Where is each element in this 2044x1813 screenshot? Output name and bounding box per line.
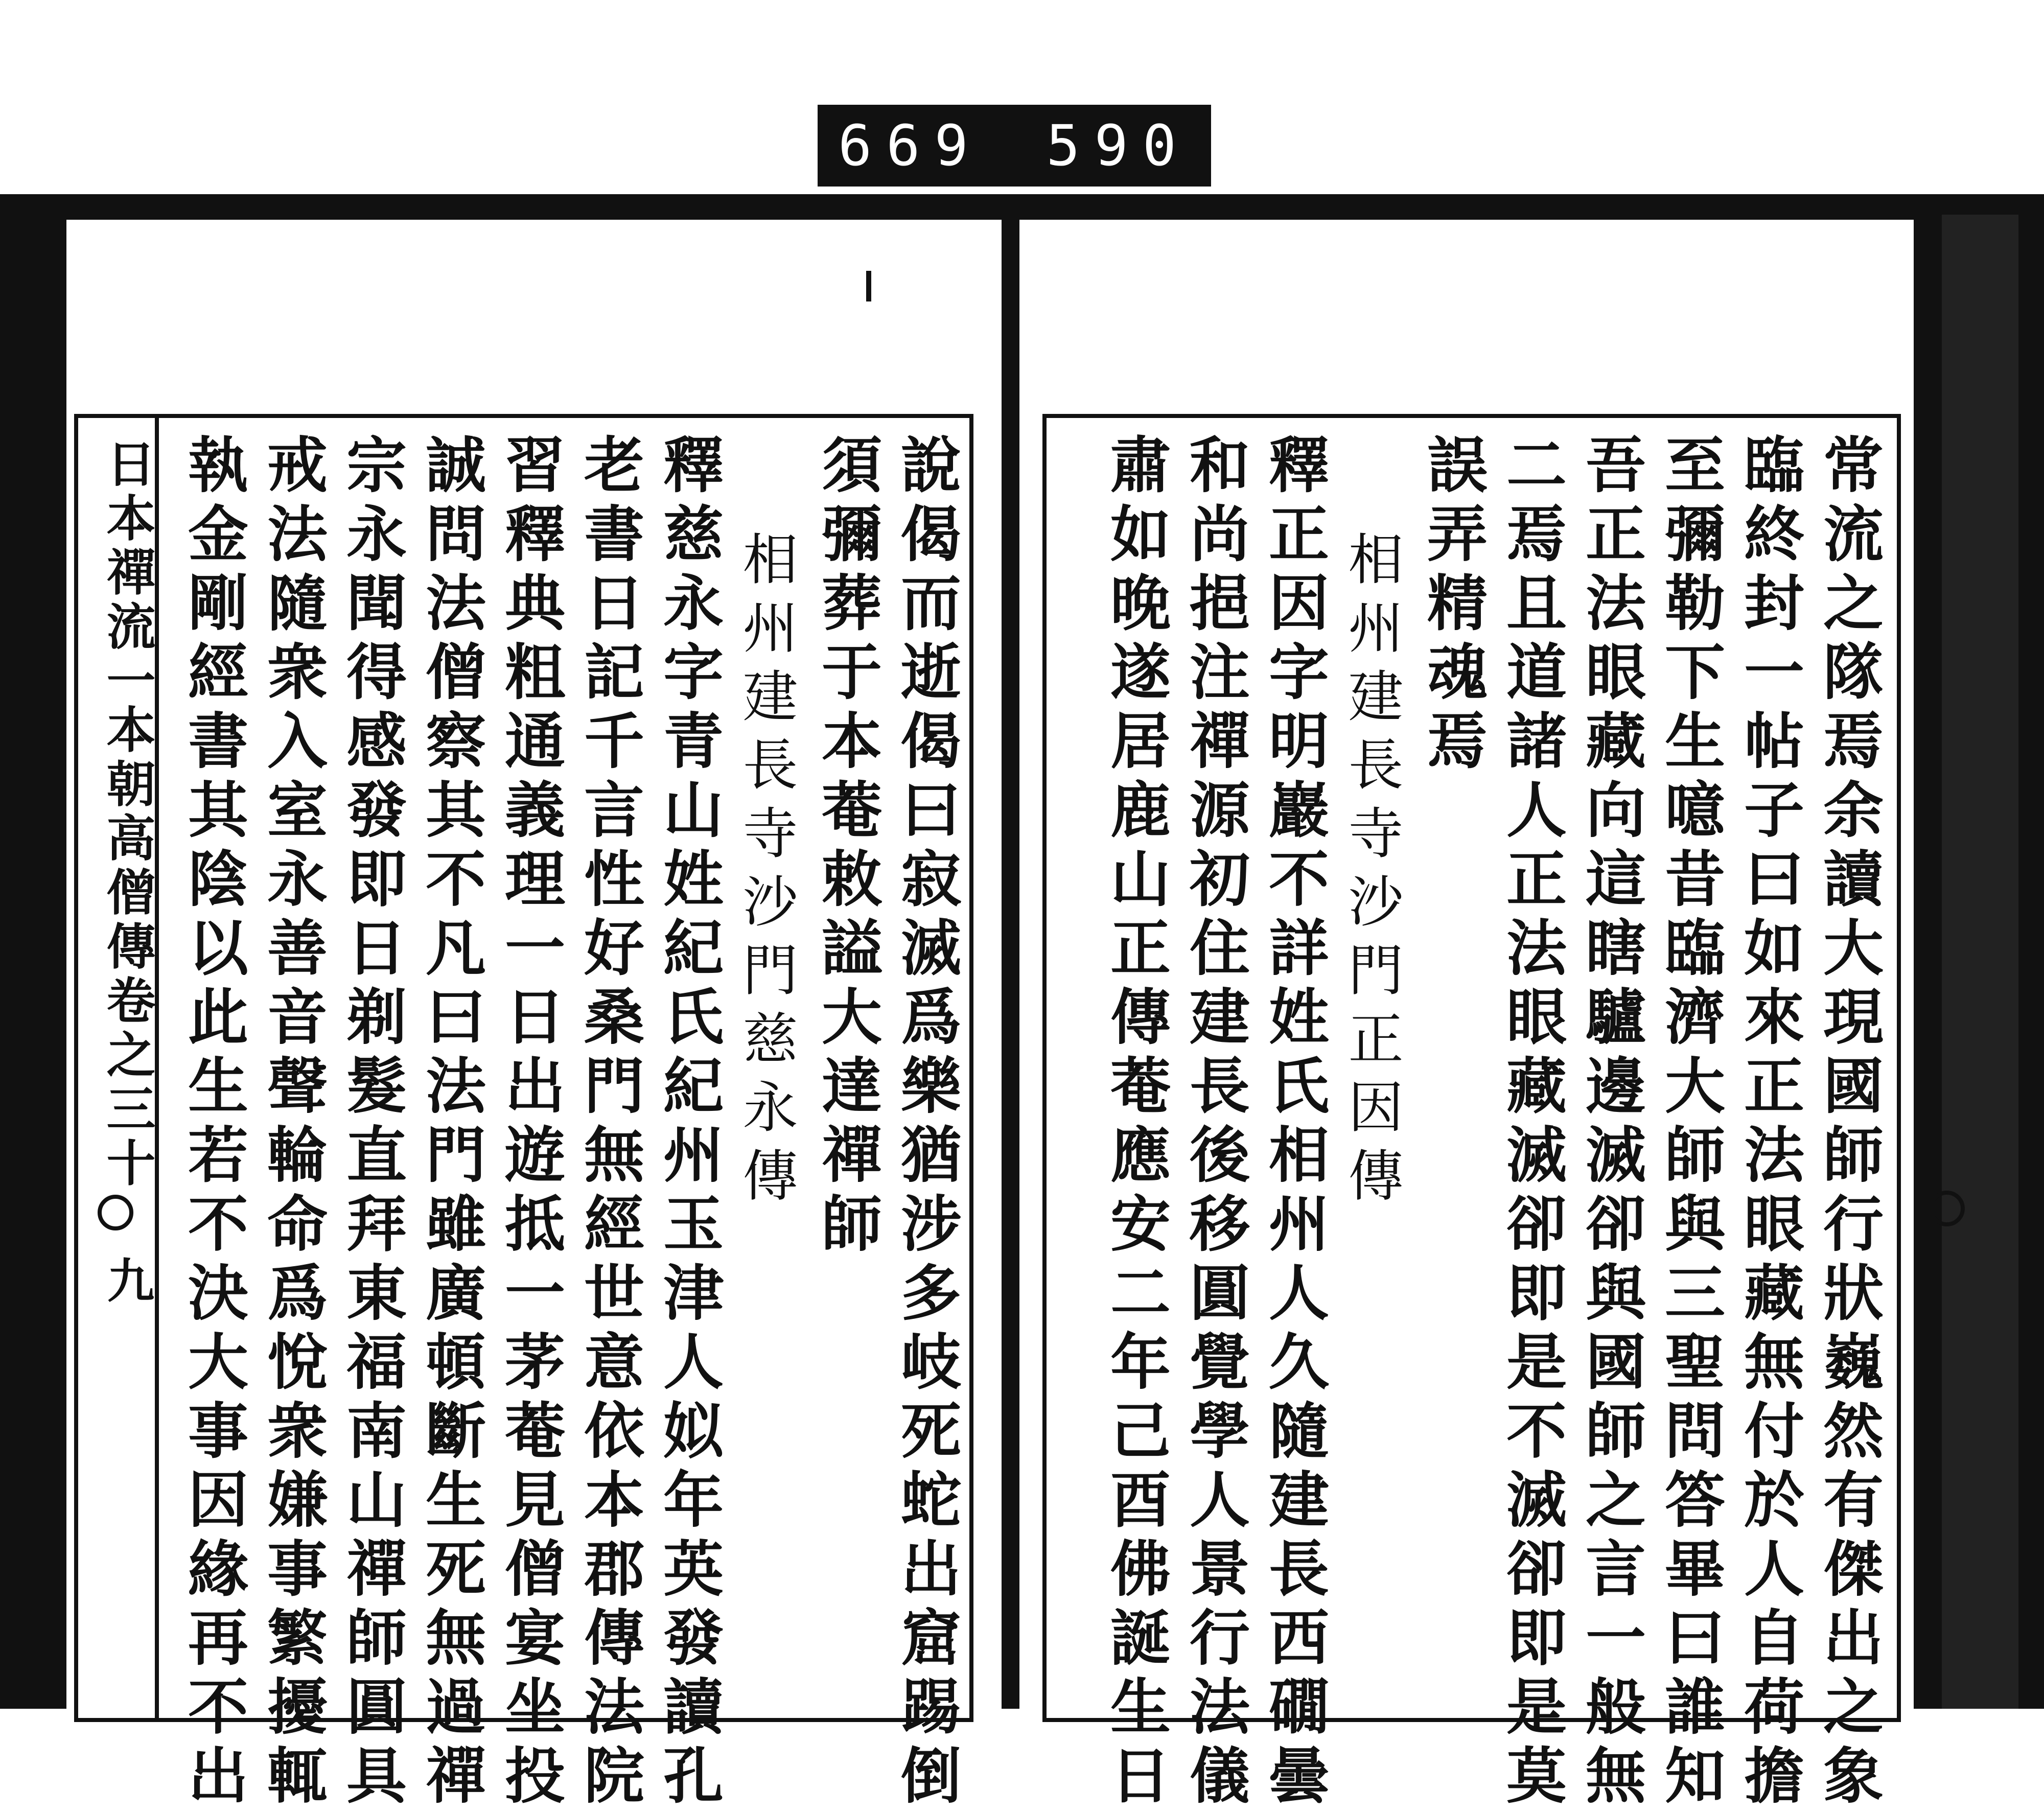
biography-heading: 相州建長寺沙門慈永傳 [733, 530, 797, 1215]
right-page-text-frame [1042, 414, 1901, 1813]
text-column: 習釋典粗通義理一日出遊抵一茅菴見僧宴坐投 [495, 433, 566, 1813]
catalog-number-label [818, 105, 1211, 187]
text-column: 二焉且道諸人正法眼藏滅卻即是不滅卻即是莫 [1496, 433, 1567, 1813]
scan-border-left [0, 215, 66, 1709]
text-column: 誤弄精魂焉 [1417, 433, 1488, 778]
text-column: 臨終封一帖子曰如來正法眼藏無付於人自荷擔 [1734, 433, 1805, 1813]
book-fore-edge [1942, 215, 2018, 1709]
text-column: 釋慈永字青山姓紀氏紀州玉津人姒年英發讀孔 [653, 433, 724, 1813]
text-column: 至彌勒下生噫昔臨濟大師與三聖問答畢曰誰知 [1655, 433, 1726, 1813]
page-number: 九 [100, 1256, 155, 1303]
text-column: 誠問法僧察其不凡曰法門雖廣頓斷生死無過禪 [415, 433, 486, 1813]
text-column: 吾正法眼藏向這瞎驢邊滅卻與國師之言一般無 [1575, 433, 1646, 1813]
text-column: 須彌葬于本菴敕謚大達禪師 [811, 433, 882, 1261]
fishtail-mark [1929, 1191, 1965, 1226]
catalog-number-left: 669 [838, 113, 983, 178]
catalog-number-right: 590 [1046, 113, 1191, 178]
text-column: 常流之隊焉余讀大現國師行狀巍然有傑出之象 [1813, 433, 1884, 1813]
text-column: 和尚挹注禪源初住建長後移圓覺學人景行法儀 [1179, 433, 1250, 1813]
ink-mark [866, 271, 871, 301]
text-column: 戒法隨衆入室永善音聲輪命爲悅衆嫌事繁擾輒 [257, 433, 328, 1813]
margin-subtitle: 本朝高僧傳卷之三十 [99, 704, 156, 1192]
fishtail-mark [98, 1195, 133, 1230]
biography-heading: 相州建長寺沙門正因傳 [1339, 530, 1403, 1215]
margin-title: 日本禪流一 [99, 438, 156, 709]
text-column: 執金剛經書其陰以此生若不決大事因緣再不出 [178, 433, 249, 1813]
text-column: 說偈而逝偈曰寂滅爲樂猶涉多岐死蛇出窟踢倒 [891, 433, 962, 1813]
text-column: 老書日記千言性好桑門無經世意依本郡傳法院 [574, 433, 645, 1813]
text-column: 宗永聞得感發即日剃髮直拜東福南山禪師圓具 [336, 433, 407, 1813]
left-page-text-frame [74, 414, 973, 1813]
text-column: 釋正因字明巖不詳姓氏相州人久隨建長西礀曇 [1259, 433, 1330, 1813]
text-column: 肅如晚遂居鹿山正傳菴應安二年己酉佛誕生日 [1100, 433, 1171, 1813]
book-gutter [1002, 220, 1019, 1709]
